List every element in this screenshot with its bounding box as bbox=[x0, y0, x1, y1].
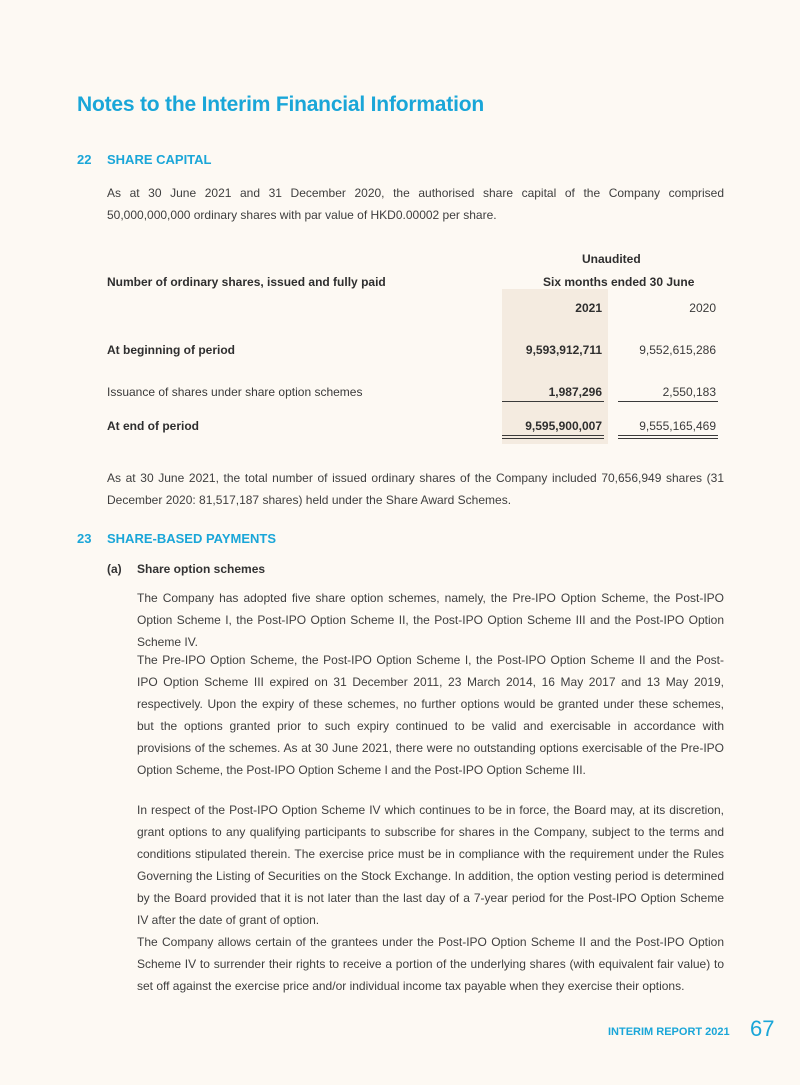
table-row-header: Number of ordinary shares, issued and fully paid bbox=[107, 275, 386, 289]
row-value-prior: 2,550,183 bbox=[662, 385, 716, 399]
row-label: Issuance of shares under share option schemes bbox=[107, 385, 363, 399]
page-title: Notes to the Interim Financial Information bbox=[77, 93, 484, 116]
row-value-prior: 9,555,165,469 bbox=[639, 419, 716, 433]
row-value-current: 9,593,912,711 bbox=[525, 343, 602, 357]
report-label: INTERIM REPORT 2021 bbox=[608, 1026, 730, 1038]
row-value-current: 9,595,900,007 bbox=[525, 419, 602, 433]
year-current: 2021 bbox=[575, 301, 602, 315]
paragraph-surrender-rights: The Company allows certain of the grantees under the Post-IPO Option Scheme II and the Post-IPO Option Scheme IV to surrender their rights to receive a portion of the underlying shares (with equivalent fair value) to set off against the exercise price and/or individual income tax payable when they exercise their options. bbox=[137, 935, 724, 993]
section-23-heading bbox=[77, 531, 276, 546]
paragraph-schemes-adopted: The Company has adopted five share option schemes, namely, the Pre-IPO Option Scheme, the Post-IPO Option Scheme I, the Post-IPO Option Scheme II, the Post-IPO Option Scheme III and the Post-IPO Option Scheme IV. bbox=[137, 591, 724, 649]
total-rule-prior-bottom bbox=[618, 438, 718, 439]
page-number: 67 bbox=[750, 1016, 775, 1041]
row-value-current: 1,987,296 bbox=[548, 385, 602, 399]
paragraph-scheme-iv: In respect of the Post-IPO Option Scheme IV which continues to be in force, the Board may, at its discretion, grant options to any qualifying participants to subscribe for shares in the Company, subject to the terms and conditions stipulated therein. The exercise price must be in compliance with the requirement under the Rules Governing the Listing of Securities on the Stock Exchange. In addition, the option vesting period is determined by the Board provided that it is not later than the last day of a 7-year period for the Post-IPO Option Scheme IV after the date of grant of option. bbox=[137, 803, 724, 927]
paragraph-schemes-expired: The Pre-IPO Option Scheme, the Post-IPO Option Scheme I, the Post-IPO Option Scheme II and the Post-IPO Option Scheme III expired on 31 December 2011, 23 March 2014, 16 May 2017 and 13 May 2019, respectively. Upon the expiry of these schemes, no further options would be granted under these schemes, but the options granted prior to such expiry continued to be valid and exercisable in accordance with provisions of the schemes. As at 30 June 2021, there were no outstanding options exercisable of the Pre-IPO Option Scheme, the Post-IPO Option Scheme I and the Post-IPO Option Scheme III. bbox=[137, 653, 724, 777]
section-number: 23 bbox=[77, 531, 92, 546]
audit-label: Unaudited bbox=[582, 252, 641, 266]
row-label: At beginning of period bbox=[107, 343, 235, 357]
section-number: 22 bbox=[77, 152, 92, 167]
row-label: At end of period bbox=[107, 419, 199, 433]
row-value-prior: 9,552,615,286 bbox=[639, 343, 716, 357]
subtotal-rule-prior bbox=[618, 401, 718, 402]
subsection-heading bbox=[107, 562, 265, 576]
section-title: SHARE CAPITAL bbox=[107, 152, 212, 167]
subsection-label: (a) bbox=[107, 562, 122, 576]
year-prior: 2020 bbox=[689, 301, 716, 315]
period-label: Six months ended 30 June bbox=[543, 275, 695, 289]
section-title: SHARE-BASED PAYMENTS bbox=[107, 531, 277, 546]
share-award-note: As at 30 June 2021, the total number of issued ordinary shares of the Company included 70,656,949 shares (31 December 2020: 81,517,187 shares) held under the Share Award Schemes. bbox=[107, 471, 724, 507]
share-capital-intro: As at 30 June 2021 and 31 December 2020, the authorised share capital of the Company comprised 50,000,000,000 ordinary shares with par value of HKD0.00002 per share. bbox=[107, 186, 724, 222]
subtotal-rule-current bbox=[502, 401, 604, 402]
total-rule-current-top bbox=[502, 435, 604, 436]
subsection-title: Share option schemes bbox=[137, 562, 266, 576]
total-rule-prior-top bbox=[618, 435, 718, 436]
total-rule-current-bottom bbox=[502, 438, 604, 439]
section-22-heading bbox=[77, 152, 211, 167]
